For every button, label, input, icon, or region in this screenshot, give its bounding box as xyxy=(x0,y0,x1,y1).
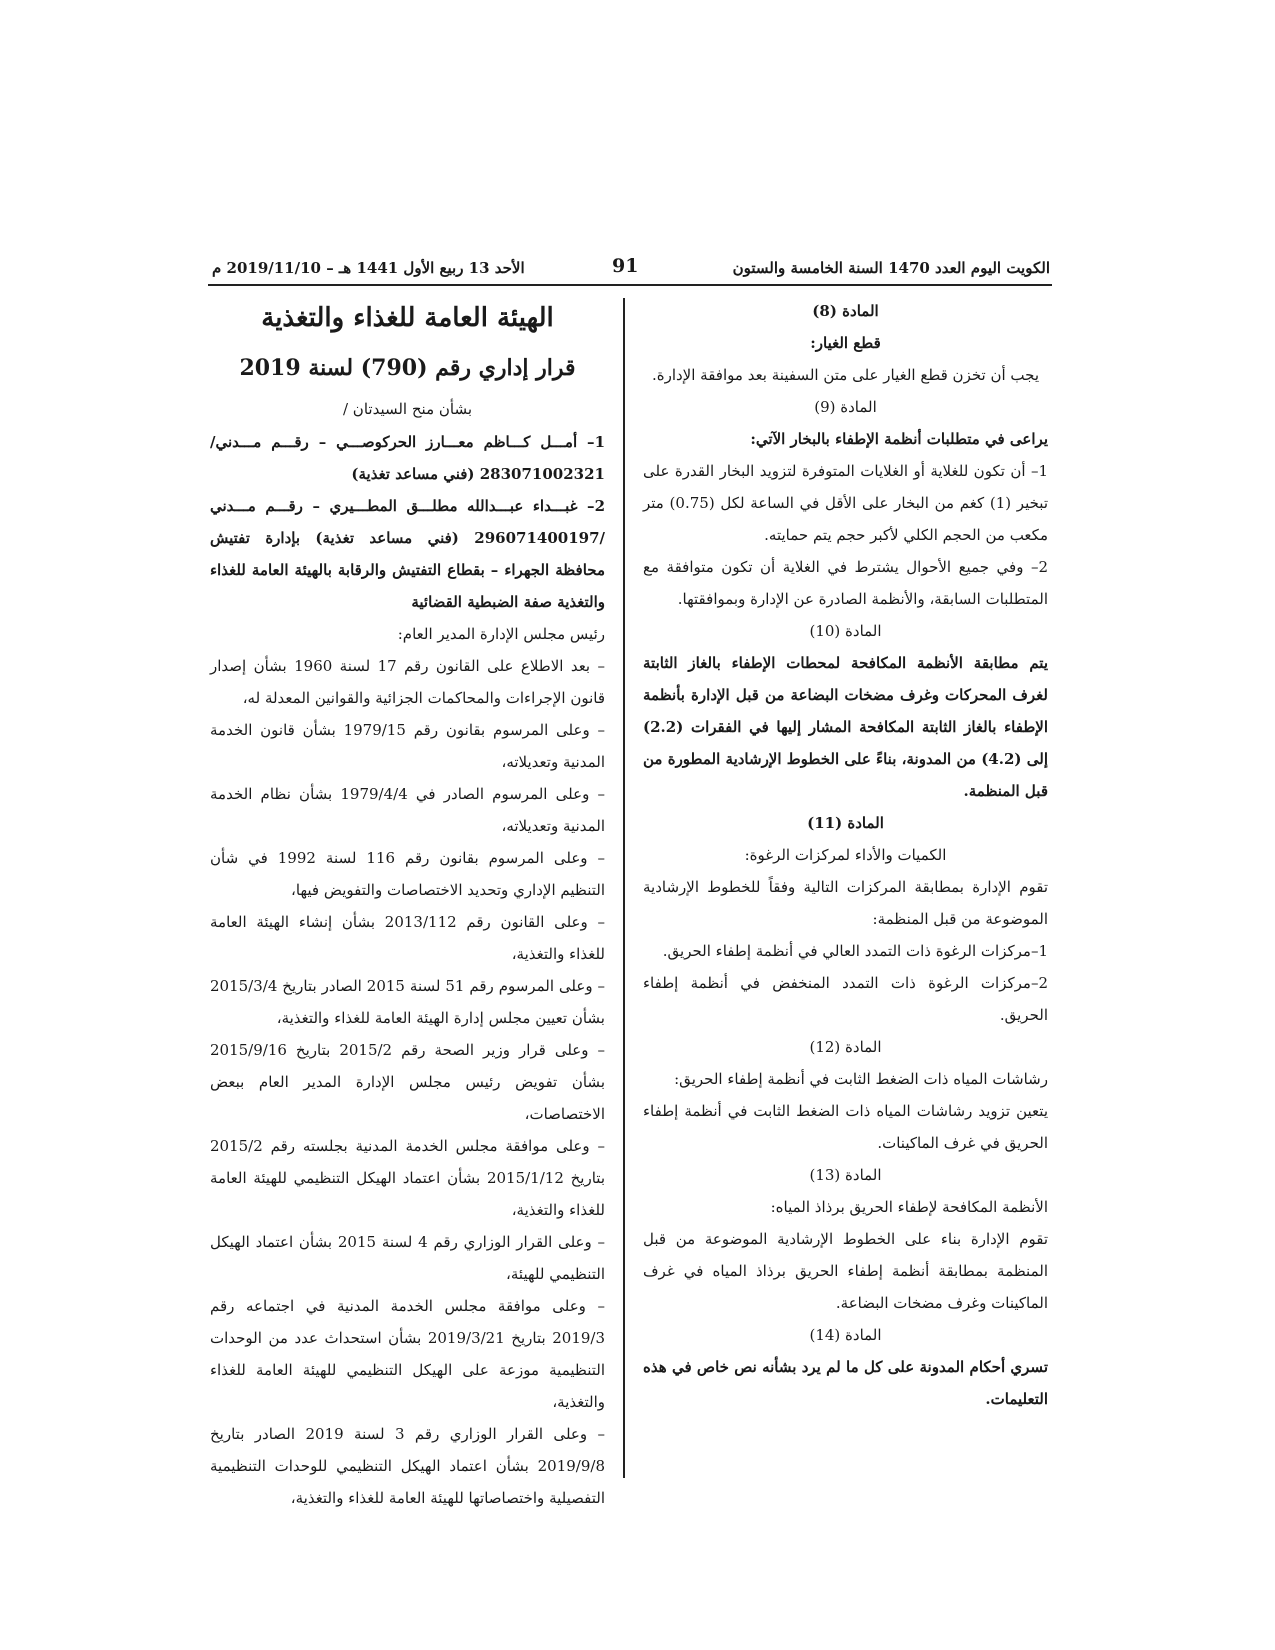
person-1: 1– أمـــل كـــاظم معـــارز الحركوصـــي – رقـــم مـــدني/ 283071002321 (فني مساعد تغذية) xyxy=(210,433,605,483)
article-8-heading: قطع الغيار: xyxy=(810,334,881,352)
article-9-intro: يراعى في متطلبات أنظمة الإطفاء بالبخار الآتي: xyxy=(750,430,1048,448)
article-13-title: المادة (13) xyxy=(809,1166,882,1184)
article-8-text: يجب أن تخزن قطع الغيار على متن السفينة بعد موافقة الإدارة. xyxy=(651,366,1040,384)
article-11-text: تقوم الإدارة بمطابقة المركزات التالية وفقاً للخطوط الإرشادية الموضوعة من قبل المنظمة: xyxy=(643,878,1048,928)
decision-title: قرار إداري رقم (790) لسنة 2019 xyxy=(239,355,576,381)
article-9-item-1: 1– أن تكون للغلاية أو الغلايات المتوفرة لتزويد البخار القدرة على تبخير (1) كغم من البخار على الأقل في الساعة لكل (0.75) متر مكعب من الحجم الكلي لأكبر حجم يتم حمايته. xyxy=(643,462,1048,544)
article-9-item-2: 2– وفي جميع الأحوال يشترط في الغلاية أن تكون متوافقة مع المتطلبات السابقة، والأنظمة الصادرة عن الإدارة وبموافقتها. xyxy=(643,558,1048,608)
decision-subject: بشأن منح السيدتان / xyxy=(342,400,473,418)
recital-11: – وعلى القرار الوزاري رقم 3 لسنة 2019 الصادر بتاريخ 2019/9/8 بشأن اعتماد الهيكل التنظيمي للوحدات التنظيمية التفصيلية واختصاصاتها للهيئة العامة للغذاء والتغذية، xyxy=(210,1425,606,1507)
recital-5: – وعلى القانون رقم 2013/112 بشأن إنشاء الهيئة العامة للغذاء والتغذية، xyxy=(210,913,605,963)
article-8-title: المادة (8) xyxy=(812,302,879,320)
header-rule xyxy=(208,284,1052,286)
article-9-title: المادة (9) xyxy=(814,398,877,416)
issue-info: الكويت اليوم العدد 1470 السنة الخامسة والستون xyxy=(732,259,1050,277)
article-10-text: يتم مطابقة الأنظمة المكافحة لمحطات الإطفاء بالغاز الثابتة لغرف المحركات وغرف مضخات البضاعة من قبل الإدارة بأنظمة الإطفاء بالغاز الثابتة المكافحة المشار إليها في الفقرات (2.2) إلى (4.2) من المدونة، بناءً على الخطوط الإرشادية المطورة من قبل المنظمة. xyxy=(643,654,1048,800)
recital-3: – وعلى المرسوم الصادر في 1979/4/4 بشأن نظام الخدمة المدنية وتعديلاته، xyxy=(210,785,605,835)
page-number: 91 xyxy=(612,255,639,277)
recital-6: – وعلى المرسوم رقم 51 لسنة 2015 الصادر بتاريخ 2015/3/4 بشأن تعيين مجلس إدارة الهيئة العامة للغذاء والتغذية، xyxy=(210,977,606,1027)
recital-8: – وعلى موافقة مجلس الخدمة المدنية بجلسته رقم 2015/2 بتاريخ 2015/1/12 بشأن اعتماد الهيكل التنظيمي للهيئة العامة للغذاء والتغذية، xyxy=(210,1137,605,1219)
article-12-heading: رشاشات المياه ذات الضغط الثابت في أنظمة إطفاء الحريق: xyxy=(674,1070,1048,1088)
article-12-title: المادة (12) xyxy=(809,1038,882,1056)
article-13-text: تقوم الإدارة بناء على الخطوط الإرشادية الموضوعة من قبل المنظمة بمطابقة أنظمة إطفاء الحريق برذاذ المياه في غرف الماكينات وغرف مضخات البضاعة. xyxy=(643,1230,1048,1312)
article-11-item-2: 2–مركزات الرغوة ذات التمدد المنخفض في أنظمة إطفاء الحريق. xyxy=(643,974,1048,1024)
recital-10: – وعلى موافقة مجلس الخدمة المدنية في اجتماعه رقم 2019/3 بتاريخ 2019/3/21 بشأن استحداث عدد من الوحدات التنظيمية موزعة على الهيكل التنظيمي للهيئة العامة للغذاء والتغذية، xyxy=(210,1297,606,1411)
page-header xyxy=(212,255,1050,281)
recital-9: – وعلى القرار الوزاري رقم 4 لسنة 2015 بشأن اعتماد الهيكل التنظيمي للهيئة، xyxy=(210,1233,605,1283)
right-column xyxy=(643,295,1048,1415)
column-divider xyxy=(623,298,625,1478)
article-13-heading: الأنظمة المكافحة لإطفاء الحريق برذاذ المياه: xyxy=(770,1198,1048,1216)
president-title: رئيس مجلس الإدارة المدير العام: xyxy=(397,625,605,643)
article-11-item-1: 1–مركزات الرغوة ذات التمدد العالي في أنظمة إطفاء الحريق. xyxy=(662,942,1048,960)
recital-1: – بعد الاطلاع على القانون رقم 17 لسنة 1960 بشأن إصدار قانون الإجراءات والمحاكمات الجزائية والقوانين المعدلة له، xyxy=(210,657,605,707)
article-12-text: يتعين تزويد رشاشات المياه ذات الضغط الثابت في أنظمة إطفاء الحريق في غرف الماكينات. xyxy=(643,1102,1048,1152)
left-column xyxy=(210,298,605,1514)
article-14-title: المادة (14) xyxy=(809,1326,882,1344)
date-info: الأحد 13 ربيع الأول 1441 هـ – 2019/11/10 م xyxy=(212,259,525,277)
article-10-title: المادة (10) xyxy=(809,622,882,640)
authority-name: الهيئة العامة للغذاء والتغذية xyxy=(261,303,554,333)
recital-2: – وعلى المرسوم بقانون رقم 1979/15 بشأن قانون الخدمة المدنية وتعديلاته، xyxy=(210,721,605,771)
article-14-text: تسري أحكام المدونة على كل ما لم يرد بشأنه نص خاص في هذه التعليمات. xyxy=(643,1358,1048,1408)
recital-4: – وعلى المرسوم بقانون رقم 116 لسنة 1992 في شأن التنظيم الإداري وتحديد الاختصاصات والتفويض فيها، xyxy=(210,849,605,899)
article-11-heading: الكميات والأداء لمركزات الرغوة: xyxy=(744,846,947,864)
article-11-title: المادة (11) xyxy=(807,814,884,832)
person-2: 2– غبـــداء عبـــدالله مطلـــق المطـــيري – رقـــم مـــدني /296071400197 (فني مساعد تغذية) بإدارة تفتيش محافظة الجهراء – بقطاع التفتيش والرقابة بالهيئة العامة للغذاء والتغذية صفة الضبطية القضائية xyxy=(210,497,605,611)
recital-7: – وعلى قرار وزير الصحة رقم 2015/2 بتاريخ 2015/9/16 بشأن تفويض رئيس مجلس الإدارة المدير العام ببعض الاختصاصات، xyxy=(210,1041,605,1123)
